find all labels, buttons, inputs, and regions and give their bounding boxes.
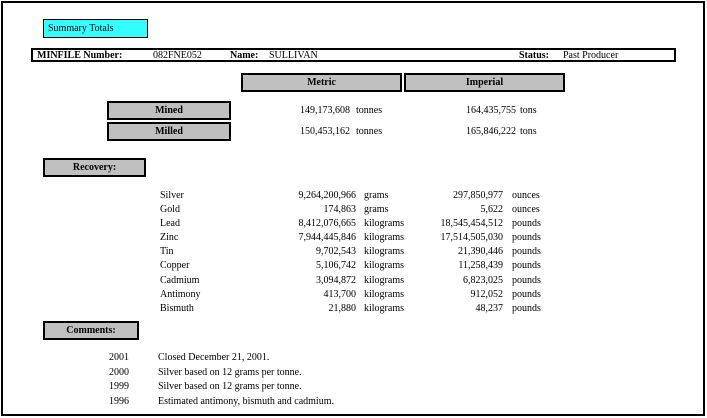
recovery-imperial-value: 17,514,505,030 [440, 232, 503, 243]
recovery-metric-unit: kilograms [364, 303, 404, 314]
recovery-metric-value: 9,264,200,966 [298, 190, 356, 201]
recovery-imperial-unit: ounces [512, 204, 540, 215]
recovery-imperial-value: 6,823,025 [463, 275, 503, 286]
recovery-metric-value: 5,106,742 [316, 260, 356, 271]
recovery-metric-value: 9,702,543 [316, 246, 356, 257]
status-value: Past Producer [563, 50, 619, 61]
recovery-commodity: Tin [160, 246, 174, 257]
recovery-imperial-value: 5,622 [480, 204, 503, 215]
recovery-metric-value: 7,944,445,846 [298, 232, 356, 243]
minfile-number-label: MINFILE Number: [37, 50, 123, 61]
comment-text: Silver based on 12 grams per tonne. [158, 367, 302, 378]
mined-metric-value: 149,173,608 [300, 105, 350, 116]
recovery-imperial-unit: pounds [512, 260, 541, 271]
recovery-commodity: Lead [160, 218, 180, 229]
recovery-commodity: Bismuth [160, 303, 194, 314]
imperial-column-header: Imperial [404, 73, 565, 92]
summary-totals-title: Summary Totals [43, 19, 148, 38]
comment-year: 2000 [109, 367, 129, 378]
minfile-number-value: 082FNE052 [153, 50, 202, 61]
recovery-metric-unit: kilograms [364, 275, 404, 286]
comment-year: 2001 [109, 352, 129, 363]
recovery-imperial-value: 21,390,446 [458, 246, 503, 257]
comment-text: Estimated antimony, bismuth and cadmium. [158, 396, 334, 407]
recovery-metric-unit: kilograms [364, 218, 404, 229]
recovery-metric-unit: kilograms [364, 260, 404, 271]
recovery-imperial-value: 18,545,454,512 [440, 218, 503, 229]
mined-label: Mined [107, 101, 231, 120]
milled-metric-unit: tonnes [356, 126, 383, 137]
recovery-commodity: Cadmium [160, 275, 200, 286]
recovery-imperial-unit: pounds [512, 303, 541, 314]
recovery-metric-value: 413,700 [323, 289, 356, 300]
recovery-commodity: Zinc [160, 232, 179, 243]
recovery-imperial-value: 11,258,439 [458, 260, 503, 271]
minfile-header-bar [31, 48, 676, 62]
milled-imperial-value: 165,846,222 [466, 126, 516, 137]
comment-text: Silver based on 12 grams per tonne. [158, 381, 302, 392]
metric-column-header: Metric [241, 73, 402, 92]
recovery-imperial-unit: pounds [512, 246, 541, 257]
recovery-commodity: Silver [160, 190, 184, 201]
mined-imperial-unit: tons [520, 105, 537, 116]
recovery-metric-value: 21,880 [328, 303, 356, 314]
recovery-metric-value: 174,863 [323, 204, 356, 215]
recovery-commodity: Gold [160, 204, 180, 215]
recovery-imperial-value: 297,850,977 [453, 190, 503, 201]
recovery-metric-unit: grams [364, 204, 389, 215]
comment-year: 1996 [109, 396, 129, 407]
recovery-metric-unit: kilograms [364, 232, 404, 243]
mined-imperial-value: 164,435,755 [466, 105, 516, 116]
recovery-label: Recovery: [43, 158, 146, 177]
recovery-metric-value: 3,094,872 [316, 275, 356, 286]
recovery-metric-unit: kilograms [364, 289, 404, 300]
recovery-imperial-unit: pounds [512, 275, 541, 286]
recovery-imperial-unit: ounces [512, 190, 540, 201]
recovery-metric-unit: grams [364, 190, 389, 201]
name-value: SULLIVAN [269, 50, 318, 61]
recovery-imperial-value: 912,052 [470, 289, 503, 300]
recovery-imperial-value: 48,237 [475, 303, 503, 314]
mined-metric-unit: tonnes [356, 105, 383, 116]
recovery-imperial-unit: pounds [512, 218, 541, 229]
comments-label: Comments: [43, 321, 139, 340]
recovery-imperial-unit: pounds [512, 232, 541, 243]
comment-year: 1999 [109, 381, 129, 392]
recovery-imperial-unit: pounds [512, 289, 541, 300]
milled-imperial-unit: tons [520, 126, 537, 137]
recovery-commodity: Copper [160, 260, 190, 271]
milled-metric-value: 150,453,162 [300, 126, 350, 137]
recovery-commodity: Antimony [160, 289, 201, 300]
recovery-metric-value: 8,412,076,665 [298, 218, 356, 229]
recovery-metric-unit: kilograms [364, 246, 404, 257]
status-label: Status: [519, 50, 550, 61]
comment-text: Closed December 21, 2001. [158, 352, 270, 363]
milled-label: Milled [107, 122, 231, 141]
name-label: Name: [230, 50, 259, 61]
